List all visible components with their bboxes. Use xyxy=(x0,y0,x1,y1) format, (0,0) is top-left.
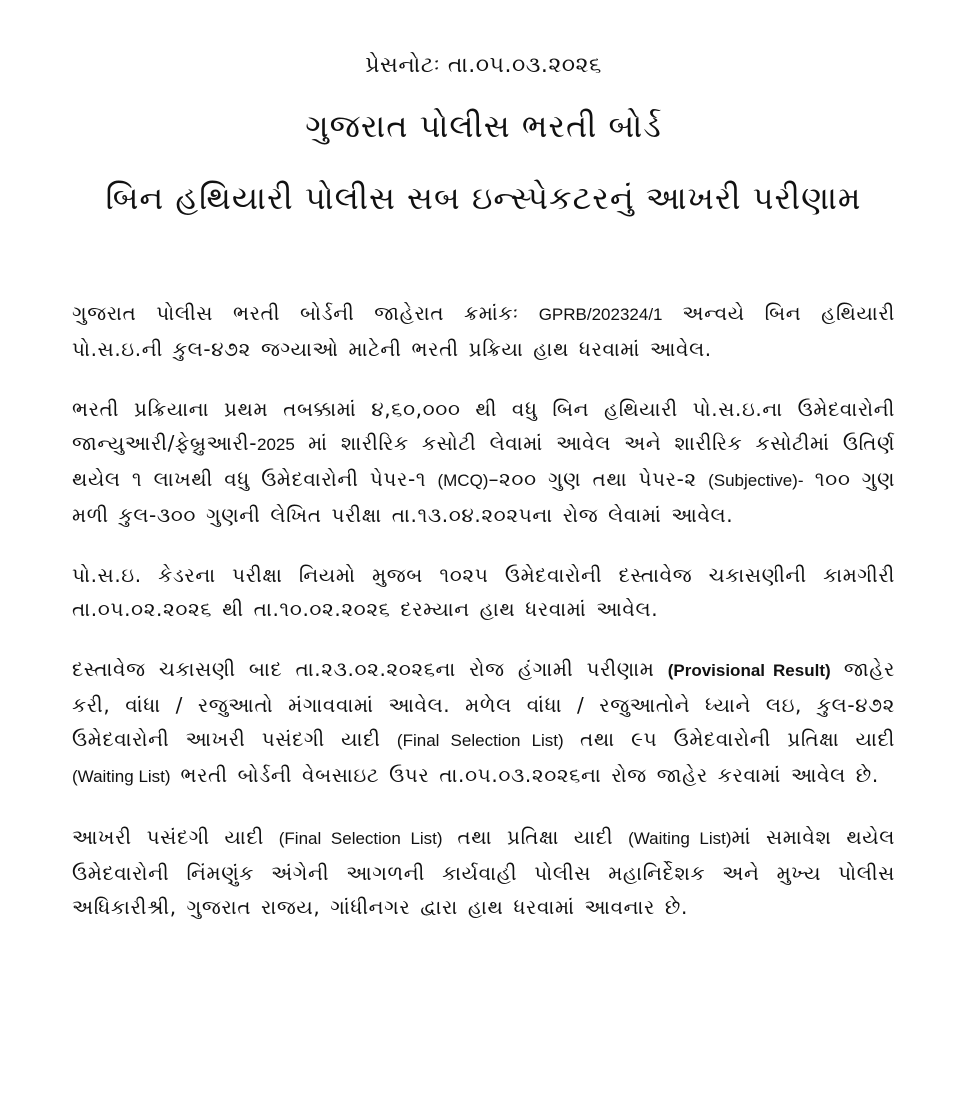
paragraph-text: ગુજરાત પોલીસ ભરતી બોર્ડની જાહેરાત ક્રમાંકઃ xyxy=(72,301,539,325)
press-note-date: પ્રેસનોટઃ તા.૦૫.૦૩.૨૦૨૬ xyxy=(365,53,602,78)
paragraph-text: દસ્તાવેજ ચકાસણી બાદ તા.૨૩.૦૨.૨૦૨૬ના રોજ હંગામી પરીણામ xyxy=(72,657,668,681)
year-text: 2025 xyxy=(257,435,295,454)
waiting-list-label: (Waiting List) xyxy=(628,829,732,848)
paragraph-exam-process xyxy=(72,392,895,532)
paragraph-advertisement xyxy=(72,296,895,366)
organization-title: ગુજરાત પોલીસ ભરતી બોર્ડ xyxy=(305,107,662,145)
paragraph-text: આખરી પસંદગી યાદી xyxy=(72,825,279,849)
document-title: બિન હથિયારી પોલીસ સબ ઇન્સ્પેકટરનું આખરી પરીણામ xyxy=(105,179,862,217)
paragraph-text: –૨૦૦ ગુણ તથા પેપર-૨ xyxy=(488,467,709,491)
waiting-list-label: (Waiting List) xyxy=(72,767,171,786)
mcq-label: (MCQ) xyxy=(437,471,489,490)
paragraph-text: ભરતી બોર્ડની વેબસાઇટ ઉપર તા.૦૫.૦૩.૨૦૨૬ના રોજ જાહેર કરવામાં આવેલ છે. xyxy=(170,763,879,787)
paragraph-result-declaration xyxy=(72,652,895,794)
paragraph-text: અન્વયે બિન હથિયારી પો.સ.ઇ.ની કુલ-૪૭૨ જગ્યાઓ માટેની ભરતી પ્રક્રિયા હાથ ધરવામાં આવેલ. xyxy=(72,301,895,361)
final-selection-list-label: (Final Selection List) xyxy=(396,731,564,750)
paragraph-text: જાહેર કરી, વાંધા / રજુઆતો મંગાવવામાં આવેલ. મળેલ વાંધા / રજુઆતોને ધ્યાને લઇ, કુલ-૪૭૨ ઉમેદવારોની આખરી પસંદગી યાદી xyxy=(72,657,895,751)
paragraph-text: માં શારીરિક કસોટી લેવામાં આવેલ અને શારીરિક કસોટીમાં ઉતિર્ણ થયેલ ૧ લાખથી વધુ ઉમેદવારોની પેપર-૧ xyxy=(72,431,895,491)
paragraph-text: ૧૦૦ ગુણ મળી કુલ-૩૦૦ ગુણની લેખિત પરીક્ષા તા.૧૩.૦૪.૨૦૨૫ના રોજ લેવામાં આવેલ. xyxy=(72,467,895,527)
final-selection-list-label: (Final Selection List) xyxy=(278,829,443,848)
paragraph-appointment xyxy=(72,820,895,924)
advertisement-number: GPRB/202324/1 xyxy=(538,305,663,324)
document-body xyxy=(72,296,895,924)
provisional-result-label: (Provisional Result) xyxy=(667,661,831,680)
paragraph-text: ભરતી પ્રક્રિયાના પ્રથમ તબક્કામાં ૪,૬૦,૦૦૦ થી વધુ બિન હથિયારી પો.સ.ઇ.ના ઉમેદવારોની જાન્યુઆરી/ફેબ્રુઆરી- xyxy=(72,397,895,455)
subjective-label: (Subjective)- xyxy=(708,471,804,490)
paragraph-text: તથા ૯૫ ઉમેદવારોની પ્રતિક્ષા યાદી xyxy=(563,727,895,751)
paragraph-text: માં સમાવેશ થયેલ ઉમેદવારોની નિંમણુંક અંગેની આગળની કાર્યવાહી પોલીસ મહાનિર્દેશક અને મુખ્ય પોલીસ અધિકારીશ્રી, ગુજરાત રાજય, ગાંધીનગર દ્વારા હાથ ધરવામાં આવનાર છે. xyxy=(72,825,895,919)
paragraph-text: તથા પ્રતિક્ષા યાદી xyxy=(442,825,629,849)
paragraph-document-verification: પો.સ.ઇ. કેડરના પરીક્ષા નિયમો મુજબ ૧૦૨૫ ઉમેદવારોની દસ્તાવેજ ચકાસણીની કામગીરી તા.૦૫.૦૨.૨૦૨૬ થી તા.૧૦.૦૨.૨૦૨૬ દરમ્યાન હાથ ધરવામાં આવેલ. xyxy=(72,563,895,621)
